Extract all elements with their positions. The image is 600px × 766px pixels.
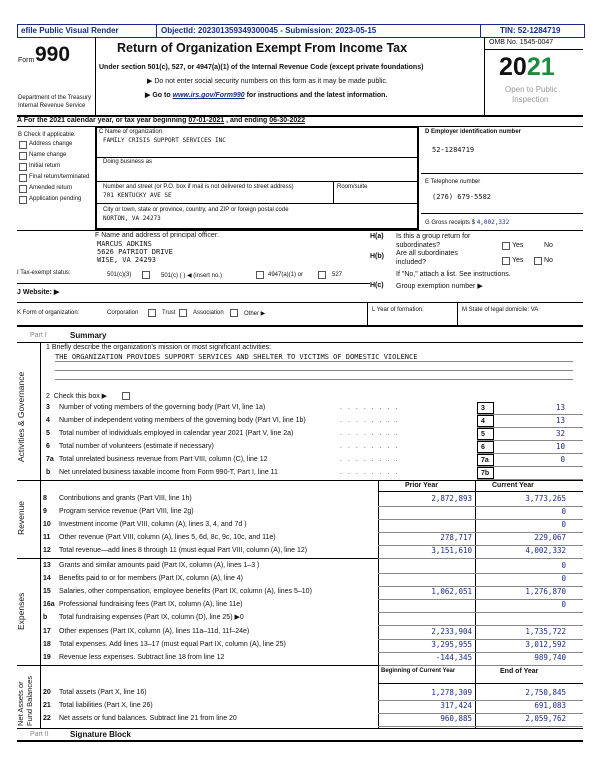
org-name-label: C Name of organization: [99, 129, 163, 135]
current-value: 0: [561, 600, 566, 610]
gross-receipts: G Gross receipts $ 4,002,332: [425, 219, 510, 226]
prior-value: 1,278,309: [431, 688, 472, 697]
net-assets-row: [0, 687, 600, 700]
line-text: Total revenue—add lines 8 through 11 (must equal Part VIII, column (A), line 12): [59, 547, 308, 554]
line-text: Revenue less expenses. Subtract line 18 from line 12: [59, 653, 225, 661]
dept-label: Department of the Treasury: [18, 95, 92, 101]
net-assets-row: [0, 700, 600, 713]
form-title: Return of Organization Exempt From Income Tax: [117, 41, 408, 55]
line-number: 8: [43, 495, 47, 502]
officer-label: F Name and address of principal officer:: [95, 232, 219, 239]
line2-checkbox[interactable]: [122, 392, 130, 400]
side-label-revenue: Revenue: [16, 500, 26, 535]
prior-value: 278,717: [440, 533, 472, 542]
current-value: 4,002,332: [525, 546, 566, 555]
line-box: 6: [477, 441, 494, 453]
city: NORTON, VA 24273: [103, 215, 161, 222]
dba-label: Doing business as: [103, 159, 153, 165]
applicable-label: Initial return: [29, 163, 61, 169]
open-inspection-2: Inspection: [512, 95, 549, 104]
line-text: Grants and similar amounts paid (Part IX, column (A), lines 1–3 ): [59, 562, 260, 569]
mission-text: THE ORGANIZATION PROVIDES SUPPORT SERVICES AND SHELTER TO VICTIMS OF DOMESTIC VIOLENCE: [55, 353, 418, 361]
net-assets-row: [0, 713, 600, 726]
form-title-block: [17, 37, 583, 115]
line-box: 3: [477, 402, 494, 414]
officer-addr1: 5626 PATRIOT DRIVE: [97, 248, 173, 256]
form-number: 990: [35, 43, 71, 66]
expense-row: [0, 560, 600, 573]
expense-row: [0, 599, 600, 612]
part2-tag: Part II: [30, 731, 49, 738]
city-label: City or town, state or province, country, and ZIP or foreign postal code: [103, 207, 289, 213]
expense-row: [0, 612, 600, 625]
current-value: 1,735,722: [525, 626, 566, 636]
phone-label: E Telephone number: [425, 179, 481, 185]
line-number: 20: [43, 689, 51, 696]
applicable-label: Application pending: [29, 196, 82, 202]
section-c: [95, 126, 419, 230]
applicable-checkbox[interactable]: [19, 141, 27, 149]
efile-label: efile Public Visual Render: [21, 26, 119, 35]
line-box: 7b: [477, 467, 494, 479]
line-text: Total assets (Part X, line 16): [59, 689, 147, 696]
line-number: 11: [43, 534, 51, 541]
corporation-checkbox[interactable]: [148, 309, 156, 317]
ssn-note: ▶ Do not enter social security numbers on this form as it may be made public.: [147, 78, 388, 85]
line-k: K Form of organization: Corporation Trust Association Other ▶ L Year of formation: M State of legal domicile: VA: [17, 303, 583, 325]
status-4947-checkbox[interactable]: [256, 271, 264, 279]
expense-row: [0, 626, 600, 639]
section-h: H(a) Is this a group return for subordinates? Yes No H(b) Are all subordinates included? Yes No If "No," attach a list. See instructions. H(c) Group exemption number ▶: [370, 233, 553, 290]
line-text: Number of independent voting members of the governing body (Part VI, line 1b): [59, 417, 306, 424]
line-number: 22: [43, 715, 51, 722]
line-number: 15: [43, 588, 51, 596]
line-text: Total expenses. Add lines 13–17 (must equal Part IX, column (A), line 25): [59, 640, 286, 648]
revenue-row: [0, 506, 600, 519]
current-value: 3,012,592: [525, 639, 566, 649]
leader-dots: ........: [340, 404, 404, 411]
object-id: ObjectId: 202301359349300045 - Submission: 2023-05-15: [161, 26, 377, 35]
omb-number: OMB No. 1545-0047: [489, 39, 554, 46]
line-number: 16a: [43, 601, 55, 609]
revenue-row: [0, 519, 600, 532]
room-label: Room/suite: [337, 184, 368, 190]
line-j-website: J Website: ▶: [17, 289, 60, 296]
current-value: 989,740: [534, 652, 566, 662]
line-text: Total liabilities (Part X, line 26): [59, 702, 153, 709]
line-number: b: [46, 469, 51, 476]
revenue-row: [0, 532, 600, 545]
prior-value: 3,151,610: [431, 546, 472, 555]
efile-header-bar: [17, 24, 585, 38]
expense-row: [0, 639, 600, 652]
line-text: Professional fundraising fees (Part IX, column (A), line 11e): [59, 601, 243, 609]
prior-year-header: Prior Year: [405, 482, 438, 489]
expense-row: [0, 573, 600, 586]
line-number: 12: [43, 547, 51, 554]
applicable-checkbox[interactable]: [19, 185, 27, 193]
line-number: 4: [46, 417, 50, 424]
form-subtitle: Under section 501(c), 527, or 4947(a)(1) of the Internal Revenue Code (except private foundations): [99, 64, 424, 71]
hb-yes-checkbox[interactable]: [502, 257, 510, 265]
leader-dots: ........: [340, 417, 404, 424]
status-501c3-checkbox[interactable]: [142, 271, 150, 279]
line-text: Net assets or fund balances. Subtract line 21 from line 20: [59, 715, 237, 722]
hb-no-checkbox[interactable]: [534, 257, 542, 265]
applicable-checkbox[interactable]: [19, 163, 27, 171]
current-value: 229,067: [534, 533, 566, 542]
status-527-checkbox[interactable]: [318, 271, 326, 279]
applicable-checkbox[interactable]: [19, 152, 27, 160]
line-text: Total fundraising expenses (Part IX, column (D), line 25) ▶0: [59, 614, 244, 622]
line-number: 21: [43, 702, 51, 709]
street-label: Number and street (or P.O. box if mail is not delivered to street address): [103, 184, 294, 190]
line-i: I Tax-exempt status: 501(c)(3) 501(c) ( ) ◀ (insert no.) 4947(a)(1) or 527: [17, 270, 343, 279]
line-number: 17: [43, 627, 51, 635]
line-text: Total number of individuals employed in calendar year 2021 (Part V, line 2a): [59, 430, 294, 437]
section-f: [95, 231, 365, 267]
expense-row: [0, 586, 600, 599]
officer-addr2: WISE, VA 24293: [97, 256, 157, 264]
leader-dots: ........: [340, 443, 404, 450]
section-b-title: B Check if applicable:: [18, 132, 76, 138]
section-b: [17, 127, 95, 231]
current-value: 1,276,870: [525, 587, 566, 597]
prior-value: 317,424: [440, 701, 472, 710]
current-value: 3,773,265: [525, 494, 566, 503]
current-value: 691,083: [534, 701, 566, 710]
line-text: Program service revenue (Part VIII, line 2g): [59, 508, 194, 515]
current-value: 0: [561, 574, 566, 584]
line-number: 6: [46, 443, 50, 450]
line-value: 0: [560, 455, 565, 464]
expense-row: [0, 652, 600, 665]
line-text: Total unrelated business revenue from Part VIII, column (C), line 12: [59, 456, 268, 463]
line-text: Benefits paid to or for members (Part IX, column (A), line 4): [59, 575, 244, 583]
applicable-label: Final return/terminated: [29, 174, 90, 180]
applicable-label: Address change: [29, 141, 73, 147]
line-number: 9: [43, 508, 47, 515]
part1-title: Summary: [70, 331, 107, 340]
leader-dots: ........: [340, 430, 404, 437]
line-number: 14: [43, 575, 51, 583]
line-value: 13: [555, 416, 565, 425]
line-text: Contributions and grants (Part VIII, line 1h): [59, 495, 192, 502]
tin: TIN: 52-1284719: [500, 26, 561, 35]
part1-tag: Part I: [30, 332, 47, 339]
prior-value: -144,345: [435, 652, 472, 662]
applicable-label: Name change: [29, 152, 67, 158]
current-year-header: Current Year: [492, 482, 534, 489]
ha-yes-checkbox[interactable]: [502, 242, 510, 250]
side-label-net-assets: Net Assets or Fund Balances: [16, 675, 34, 726]
revenue-row: [0, 545, 600, 558]
applicable-checkbox[interactable]: [19, 196, 27, 204]
current-value: 0: [561, 520, 566, 529]
org-name: FAMILY CRISIS SUPPORT SERVICES INC: [103, 137, 226, 144]
line-box: 4: [477, 415, 494, 427]
line-text: Net unrelated business taxable income from Form 990-T, Part I, line 11: [59, 469, 278, 476]
street: 701 KENTUCKY AVE SE: [103, 192, 172, 199]
line1-label: 1 Briefly describe the organization's mission or most significant activities:: [46, 344, 272, 351]
association-checkbox[interactable]: [230, 309, 238, 317]
tax-year-begin: 07-01-2021: [188, 117, 225, 124]
line-value: 13: [555, 403, 565, 412]
officer-name: MARCUS ADKINS: [97, 240, 152, 248]
line-number: 13: [43, 562, 51, 569]
prior-value: 3,295,955: [431, 639, 472, 649]
line-number: 7a: [46, 456, 54, 463]
line-text: Number of voting members of the governing body (Part VI, line 1a): [59, 404, 266, 411]
side-label-expenses: Expenses: [16, 592, 26, 630]
year-formation-label: L Year of formation:: [372, 307, 424, 313]
current-value: 0: [561, 561, 566, 570]
irs-label: Internal Revenue Service: [18, 103, 86, 109]
current-value: 2,750,845: [525, 688, 566, 697]
prior-value: 2,233,904: [431, 626, 472, 636]
leader-dots: ........: [340, 456, 404, 463]
irs-link[interactable]: www.irs.gov/Form990: [172, 92, 245, 99]
line-box: 5: [477, 428, 494, 440]
ein-label: D Employer identification number: [425, 129, 522, 135]
form-word: Form: [18, 57, 35, 64]
line-value: 32: [555, 429, 565, 438]
line2: 2 Check this box ▶: [46, 393, 108, 400]
prior-value: 2,872,893: [431, 494, 472, 503]
line-text: Total number of volunteers (estimate if necessary): [59, 443, 214, 450]
eoy-header: End of Year: [500, 668, 539, 675]
line-text: Salaries, other compensation, employee benefits (Part IX, column (A), lines 5–10): [59, 588, 312, 596]
open-inspection-1: Open to Public: [505, 85, 558, 94]
section-d: [421, 126, 583, 230]
current-value: 0: [561, 507, 566, 516]
prior-value: 960,885: [440, 714, 472, 723]
boy-header: Beginning of Current Year: [381, 668, 456, 674]
line-text: Other expenses (Part IX, column (A), lines 11a–11d, 11f–24e): [59, 627, 250, 635]
part2-title: Signature Block: [70, 730, 131, 739]
line-a: A For the 2021 calendar year, or tax year beginning 07-01-2021 , and ending 06-30-2022: [17, 117, 306, 124]
leader-dots: ........: [340, 469, 404, 476]
tax-year-end: 06-30-2022: [269, 117, 306, 124]
trust-checkbox[interactable]: [179, 309, 187, 317]
revenue-row: [0, 493, 600, 506]
applicable-checkbox[interactable]: [19, 174, 27, 182]
line-number: 18: [43, 640, 51, 648]
line-text: Other revenue (Part VIII, column (A), lines 5, 6d, 8c, 9c, 10c, and 11e): [59, 534, 276, 541]
line-number: b: [43, 614, 48, 622]
line-text: Investment income (Part VIII, column (A), lines 3, 4, and 7d ): [59, 521, 247, 528]
state-domicile: M State of legal domicile: VA: [462, 307, 539, 313]
line-number: 10: [43, 521, 51, 528]
line-number: 3: [46, 404, 50, 411]
phone: (276) 679-5582: [432, 193, 492, 201]
side-label-governance: Activities & Governance: [16, 371, 26, 462]
current-value: 2,059,762: [525, 714, 566, 723]
tax-year: 2021: [499, 53, 555, 81]
ein: 52-1284719: [432, 146, 475, 154]
line-box: 7a: [477, 454, 494, 466]
line-number: 5: [46, 430, 50, 437]
line-value: 10: [555, 442, 565, 451]
instructions-note: ▶ Go to www.irs.gov/Form990 for instructions and the latest information.: [145, 92, 388, 99]
prior-value: 1,062,051: [431, 587, 472, 597]
applicable-label: Amended return: [29, 185, 73, 191]
line-number: 19: [43, 653, 51, 661]
